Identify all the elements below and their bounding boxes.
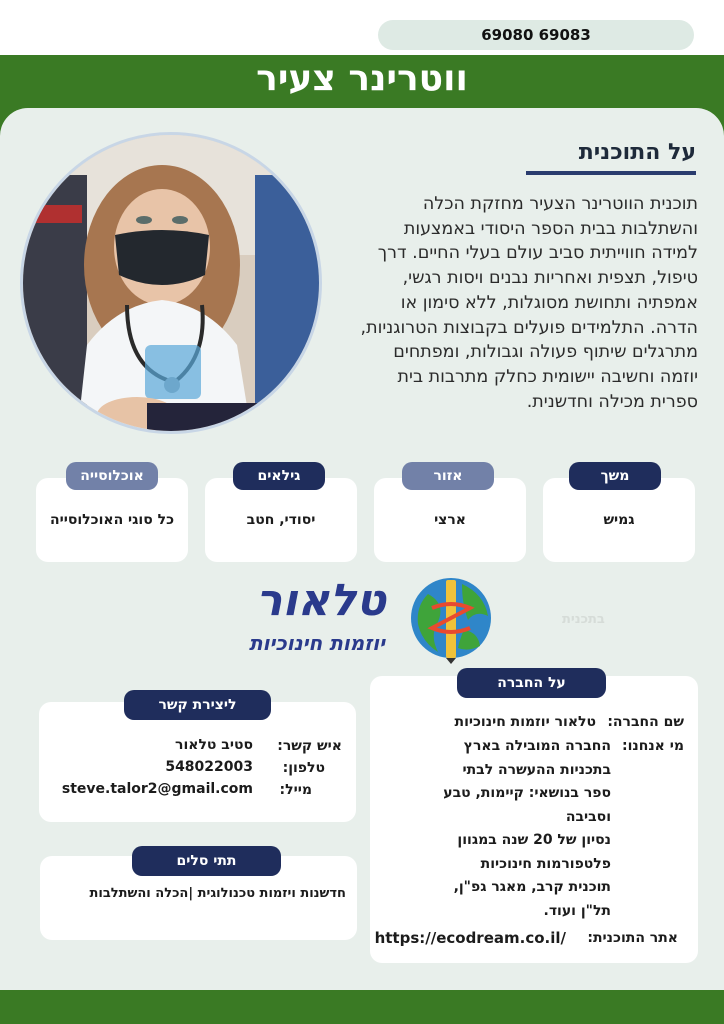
company-heading: על החברה: [457, 668, 606, 698]
stat-value-ages: יסודי, חטב: [246, 512, 316, 528]
logo-wordmark: טלאור: [255, 575, 387, 626]
stat-card-ages: [205, 478, 357, 562]
stat-label-duration: משך: [569, 462, 661, 490]
company-who-line: נסיון של 20 שנה במגוון: [457, 832, 611, 848]
contact-heading: ליצירת קשר: [124, 690, 271, 720]
stat-label-population: אוכלוסייה: [66, 462, 158, 490]
tags-text: חדשנות ויזמות טכנולוגית |הכלה והשתלבות: [89, 886, 346, 901]
child-vet-illustration: [20, 135, 319, 434]
company-who-label: מי אנחנו:: [621, 738, 684, 754]
talor-logo: [232, 574, 494, 664]
program-codes: 69080 69083: [378, 20, 694, 50]
contact-person-value: סטיב טלאור: [175, 737, 253, 753]
stat-card-duration: [543, 478, 695, 562]
about-heading: על התוכנית: [526, 140, 696, 175]
company-name-value: טלאור יוזמות חינוכיות: [454, 714, 596, 730]
brand-note: בתכנית: [562, 612, 605, 627]
company-site-label: אתר התוכנית:: [587, 930, 678, 946]
company-name-label: שם החברה:: [607, 714, 684, 730]
tags-heading: תתי סלים: [132, 846, 281, 876]
program-photo: [20, 132, 322, 434]
company-who-line: פלטפורמות חינוכיות: [480, 855, 611, 872]
company-who-line: בתכניות ההעשרה לבתי: [462, 761, 611, 778]
contact-person-label: איש קשר:: [277, 738, 342, 754]
page-title: ווטרינר צעיר: [256, 58, 468, 99]
contact-phone-value[interactable]: 548022003: [165, 759, 253, 775]
contact-mail-label: מייל:: [279, 782, 312, 798]
contact-mail-value[interactable]: steve.talor2@gmail.com: [61, 781, 253, 797]
company-who-line: ספר בנושאי: קיימות, טבע: [443, 785, 611, 801]
company-who-lines: [411, 735, 611, 923]
company-who-line: וסביבה: [565, 808, 611, 825]
stat-label-ages: גילאים: [233, 462, 325, 490]
stat-value-population: כל סוגי האוכלוסייה: [49, 512, 175, 528]
stat-card-region: [374, 478, 526, 562]
company-who-line: החברה המובילה בארץ: [463, 738, 611, 754]
footer-band: [0, 990, 724, 1024]
logo-tagline: יוזמות חינוכיות: [248, 631, 386, 655]
company-who-line: תל"ן ועוד.: [543, 902, 611, 919]
stat-value-duration: גמיש: [603, 512, 635, 528]
company-who-line: תוכנית קרב, מאגר גפ"ן,: [453, 879, 611, 895]
stat-label-region: אזור: [402, 462, 494, 490]
stat-value-region: ארצי: [434, 512, 466, 528]
stat-card-population: [36, 478, 188, 562]
about-text: תוכנית הווטרינר הצעיר מחזקת הכלה והשתלבות בבית הספר היסודי באמצעות למידה חווייתית סביב עולם בעלי החיים. דרך טיפול, תצפית ואחריות נבנים ויסות רגשי, אמפתיה ותחושת מסוגלות, ללא סימון או הדרה. התלמידים פועלים בקבוצות הטרוגניות, מתרגלים שיתוף פעולה וגבולות, ומפתחים יוזמה וחשיבה יישומית כחלק מתרבות בית ספרית מכילה וחדשנית.: [360, 194, 698, 412]
company-site-link[interactable]: https://ecodream.co.il/: [374, 929, 566, 947]
contact-phone-label: טלפון:: [282, 760, 325, 776]
